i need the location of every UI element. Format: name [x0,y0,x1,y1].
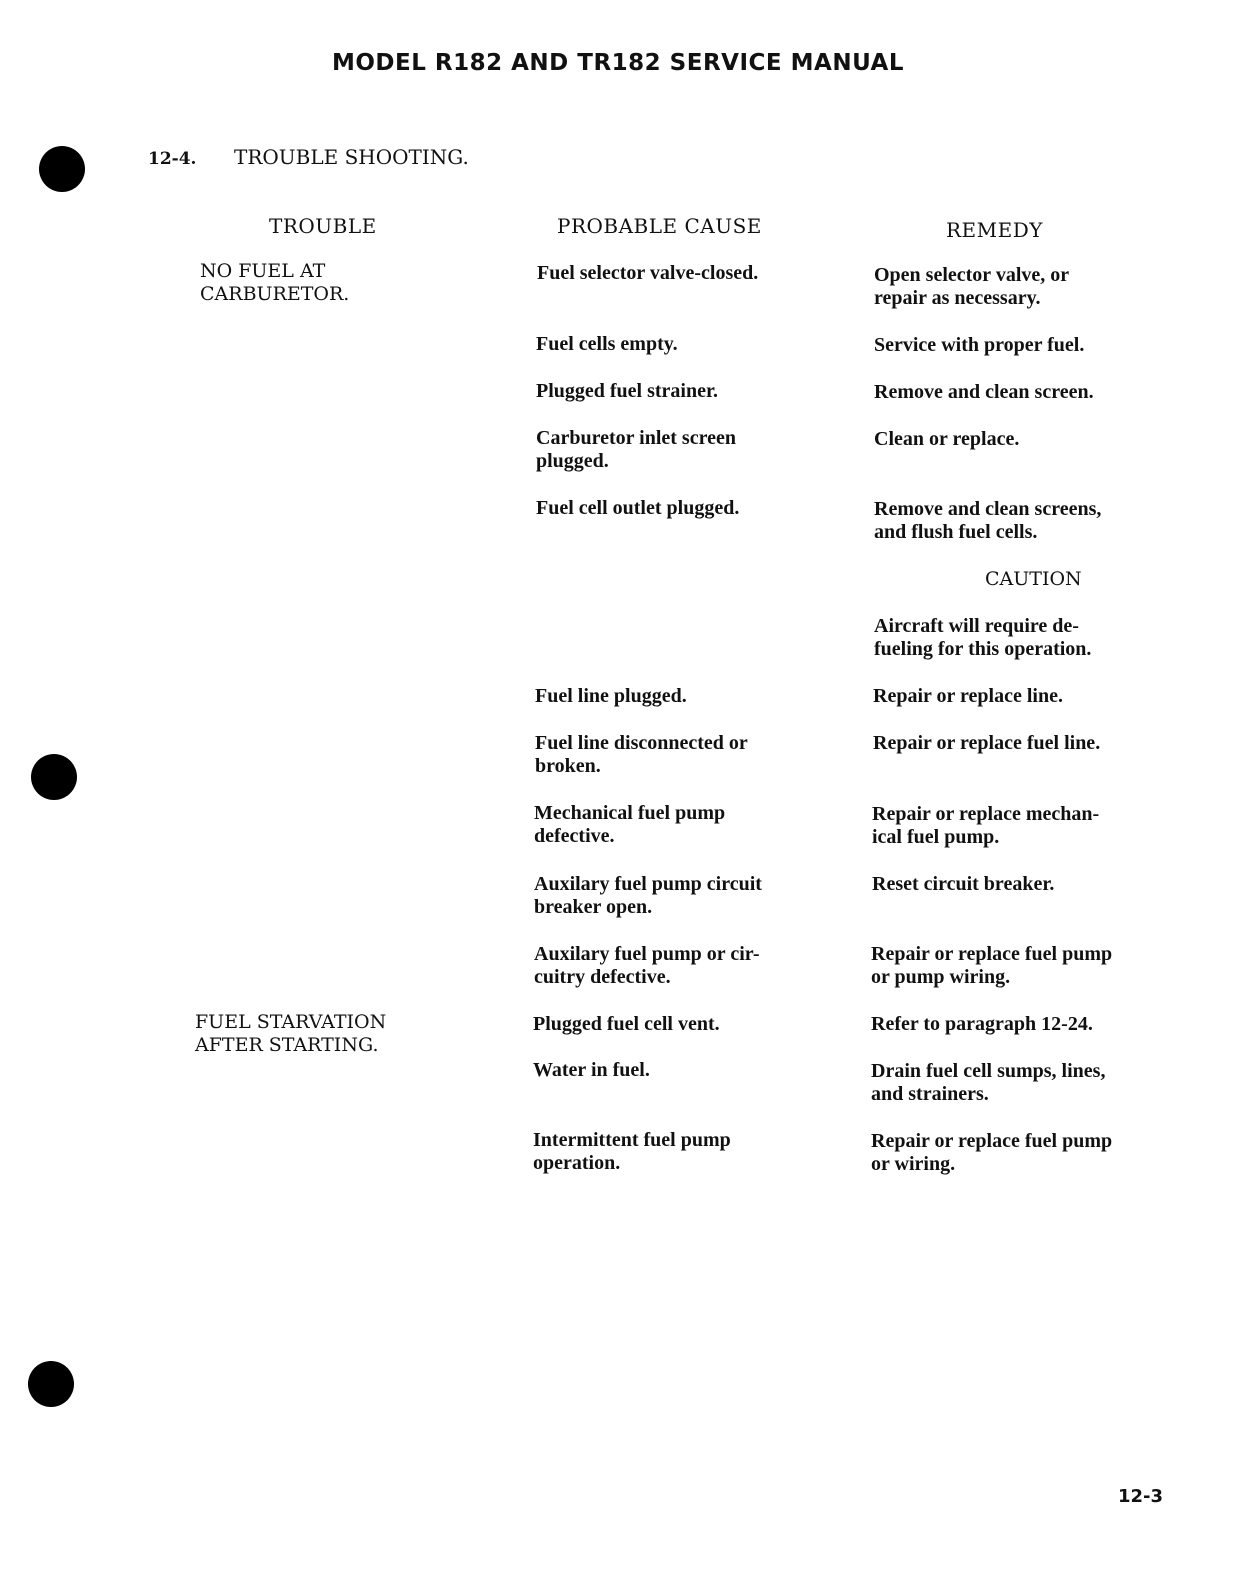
remedy-item: Repair or replace fuel pump or wiring. [871,1130,1113,1175]
cause-item: Fuel cells empty. [536,333,678,355]
column-header-remedy: REMEDY [946,218,1043,242]
binder-hole-middle [31,754,77,800]
remedy-item: Service with proper fuel. [874,334,1085,356]
trouble-item: NO FUEL AT CARBURETOR. [200,260,350,305]
cause-item: Fuel cell outlet plugged. [536,497,740,519]
cause-item: Auxilary fuel pump circuit breaker open. [534,873,762,918]
cause-item: Mechanical fuel pump defective. [534,802,726,847]
cause-item: Plugged fuel strainer. [536,380,719,402]
remedy-item: Clean or replace. [874,428,1020,450]
caution-text: Aircraft will require de- fueling for this operation. [874,615,1092,660]
binder-hole-bottom [28,1361,74,1407]
cause-item: Intermittent fuel pump operation. [533,1129,731,1174]
remedy-item: Reset circuit breaker. [872,873,1055,895]
cause-item: Fuel selector valve-closed. [537,262,759,284]
cause-item: Water in fuel. [533,1059,650,1081]
cause-item: Fuel line plugged. [535,685,687,707]
trouble-item: FUEL STARVATION AFTER STARTING. [195,1011,387,1056]
page-number: 12-3 [1118,1486,1164,1507]
section-heading [148,145,469,169]
binder-hole-top [39,146,85,192]
remedy-item: Refer to paragraph 12-24. [871,1013,1093,1035]
section-title: TROUBLE SHOOTING. [234,145,469,169]
column-header-trouble: TROUBLE [269,214,377,238]
section-number: 12-4. [148,149,197,169]
cause-item: Fuel line disconnected or broken. [535,732,748,777]
caution-label: CAUTION [985,568,1082,590]
remedy-item: Remove and clean screen. [874,381,1094,403]
remedy-item: Repair or replace fuel line. [873,732,1101,754]
remedy-item: Repair or replace fuel pump or pump wiring. [871,943,1113,988]
remedy-item: Remove and clean screens, and flush fuel cells. [874,498,1102,543]
remedy-item: Drain fuel cell sumps, lines, and strainers. [871,1060,1106,1105]
cause-item: Auxilary fuel pump or cir- cuitry defective. [534,943,760,988]
remedy-item: Repair or replace line. [873,685,1063,707]
remedy-item: Open selector valve, or repair as necessary. [874,264,1070,309]
cause-item: Plugged fuel cell vent. [533,1013,720,1035]
cause-item: Carburetor inlet screen plugged. [536,427,736,472]
remedy-item: Repair or replace mechan- ical fuel pump. [872,803,1100,848]
column-header-cause: PROBABLE CAUSE [557,214,762,238]
page-header: MODEL R182 AND TR182 SERVICE MANUAL [331,50,904,76]
